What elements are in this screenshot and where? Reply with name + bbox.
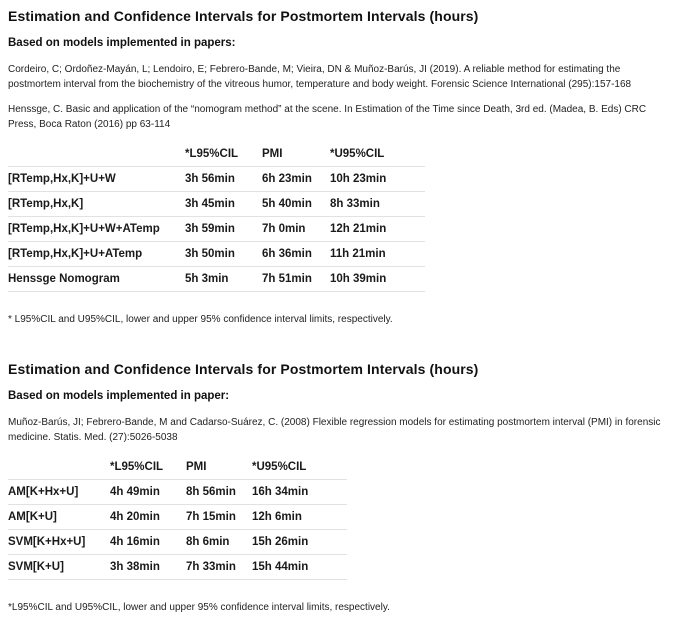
reference-citation: Cordeiro, C; Ordoñez-Mayán, L; Lendoiro, E; Febrero-Bande, M; Vieira, DN & Muñoz-Barús, JI (2019). A reliable method for estimating the postmortem interval from the biochemistry of the vitreous humor, temperature and body weight. Forensic Science International (295):157-168 — [8, 64, 632, 90]
table-row — [8, 480, 347, 505]
pmi-value: 6h 23min — [262, 167, 330, 192]
page-title: Estimation and Confidence Intervals for Postmortem Intervals (hours) — [8, 8, 479, 24]
reference-citation: Muñoz-Barús, JI; Febrero-Bande, M and Cadarso-Suárez, C. (2008) Flexible regression models for estimating postmortem interval (PMI) in forensic medicine. Statis. Med. (27):5026-5038 — [8, 417, 661, 443]
model-label: SVM[K+Hx+U] — [8, 530, 110, 555]
table-row — [8, 267, 425, 292]
pmi-value: 5h 40min — [262, 192, 330, 217]
model-label: [RTemp,Hx,K] — [8, 192, 185, 217]
l95-value: 3h 38min — [110, 555, 186, 580]
u95-column-header: *U95%CIL — [330, 142, 425, 167]
table-row — [8, 530, 347, 555]
l95-value: 4h 49min — [110, 480, 186, 505]
pmi-value: 8h 6min — [186, 530, 252, 555]
model-label: SVM[K+U] — [8, 555, 110, 580]
pmi-section-papers — [8, 8, 675, 325]
l95-value: 3h 59min — [185, 217, 262, 242]
u95-value: 10h 23min — [330, 167, 425, 192]
table-row — [8, 167, 425, 192]
u95-value: 8h 33min — [330, 192, 425, 217]
u95-value: 11h 21min — [330, 242, 425, 267]
l95-value: 3h 45min — [185, 192, 262, 217]
reference-citation: Henssge, C. Basic and application of the “nomogram method” at the scene. In Estimation of the Time since Death, 3rd ed. (Madea, B. Eds) CRC Press, Boca Raton (2016) pp 63-114 — [8, 104, 647, 130]
l95-value: 4h 16min — [110, 530, 186, 555]
table-footnote: * L95%CIL and U95%CIL, lower and upper 95% confidence interval limits, respectively. — [8, 314, 393, 325]
table-row — [8, 242, 425, 267]
model-label: [RTemp,Hx,K]+U+ATemp — [8, 242, 185, 267]
page-title: Estimation and Confidence Intervals for Postmortem Intervals (hours) — [8, 361, 479, 377]
model-column-header — [8, 142, 185, 167]
model-label: AM[K+Hx+U] — [8, 480, 110, 505]
pmi-value: 8h 56min — [186, 480, 252, 505]
pmi-value: 7h 0min — [262, 217, 330, 242]
l95-value: 5h 3min — [185, 267, 262, 292]
l95-value: 3h 50min — [185, 242, 262, 267]
table-row — [8, 192, 425, 217]
pmi-estimates-table — [8, 142, 425, 292]
u95-value: 15h 26min — [252, 530, 347, 555]
l95-value: 4h 20min — [110, 505, 186, 530]
model-column-header — [8, 455, 110, 480]
pmi-value: 7h 51min — [262, 267, 330, 292]
pmi-estimates-table — [8, 455, 347, 580]
l95-value: 3h 56min — [185, 167, 262, 192]
table-header-row — [8, 142, 425, 167]
u95-value: 16h 34min — [252, 480, 347, 505]
pmi-value: 7h 33min — [186, 555, 252, 580]
u95-value: 15h 44min — [252, 555, 347, 580]
model-label: [RTemp,Hx,K]+U+W — [8, 167, 185, 192]
u95-value: 10h 39min — [330, 267, 425, 292]
pmi-value: 6h 36min — [262, 242, 330, 267]
pmi-column-header: PMI — [262, 142, 330, 167]
l95-column-header: *L95%CIL — [185, 142, 262, 167]
u95-value: 12h 6min — [252, 505, 347, 530]
table-row — [8, 555, 347, 580]
pmi-section-paper — [8, 361, 675, 613]
u95-value: 12h 21min — [330, 217, 425, 242]
pmi-column-header: PMI — [186, 455, 252, 480]
pmi-value: 7h 15min — [186, 505, 252, 530]
table-row — [8, 217, 425, 242]
model-label: Henssge Nomogram — [8, 267, 185, 292]
l95-column-header: *L95%CIL — [110, 455, 186, 480]
section-subtitle: Based on models implemented in papers: — [8, 37, 236, 49]
table-header-row — [8, 455, 347, 480]
table-row — [8, 505, 347, 530]
u95-column-header: *U95%CIL — [252, 455, 347, 480]
model-label: AM[K+U] — [8, 505, 110, 530]
section-subtitle: Based on models implemented in paper: — [8, 390, 230, 402]
model-label: [RTemp,Hx,K]+U+W+ATemp — [8, 217, 185, 242]
table-footnote: *L95%CIL and U95%CIL, lower and upper 95% confidence interval limits, respectively. — [8, 602, 390, 613]
